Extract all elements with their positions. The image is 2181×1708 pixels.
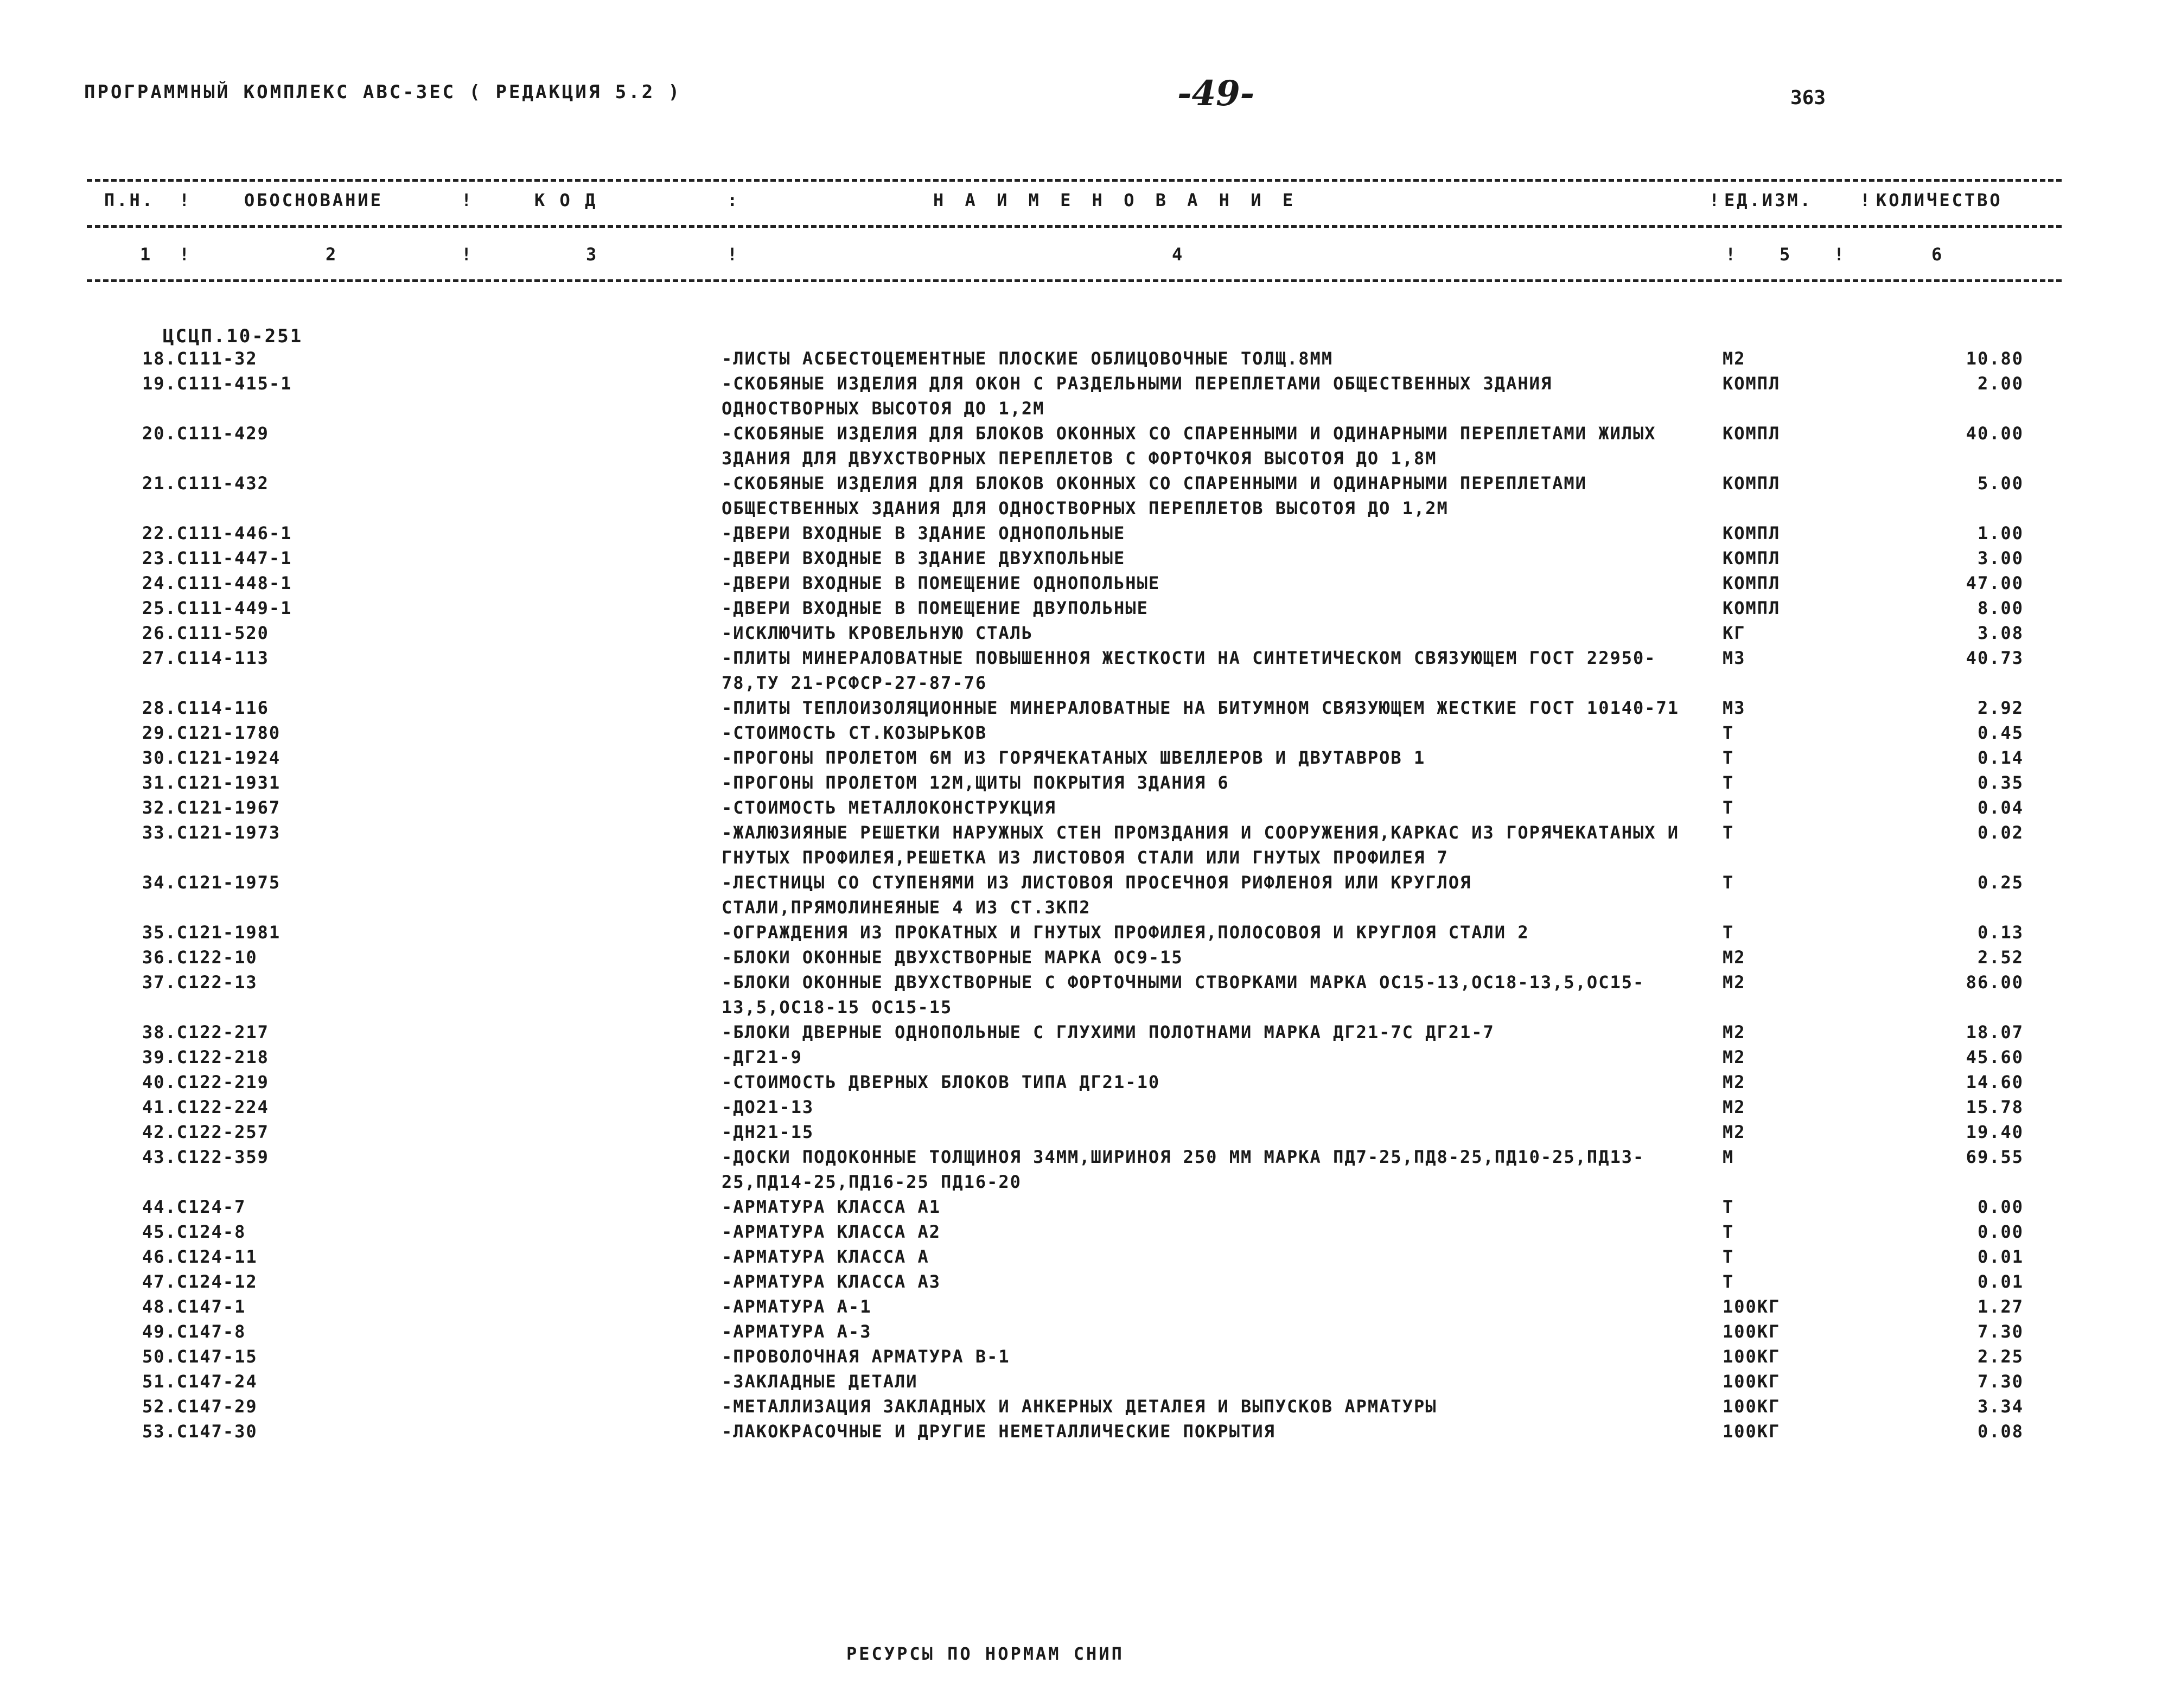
row-item-unit: Т [1723,922,1734,943]
row-item-name: -ДВЕРИ ВХОДНЫЕ В ПОМЕЩЕНИЕ ДВУПОЛЬНЫЕ [722,598,1149,618]
row-item-name: -ИСКЛЮЧИТЬ КРОВЕЛЬНУЮ СТАЛЬ [722,623,1034,643]
row-item-quantity: 86.00 [1966,972,2024,993]
row-item-code: 40.С122-219 [142,1072,269,1092]
row-item-code: 42.С122-257 [142,1122,269,1142]
table-row [0,1419,2181,1444]
row-item-code: 34.С121-1975 [142,872,281,893]
row-item-quantity: 2.92 [1977,698,2024,718]
row-item-code: 51.С147-24 [142,1371,258,1392]
table-top-rule [87,179,2062,182]
table-row [0,1319,2181,1344]
table-row [0,1194,2181,1219]
row-item-name: -БЛОКИ ОКОННЫЕ ДВУХСТВОРНЫЕ С ФОРТОЧНЫМИ СТВОРКАМИ МАРКА ОС15-13,ОС18-13,5,ОС15-13,5,ОС18-15 ОС15-15 [722,972,1645,1018]
row-item-unit: Т [1723,822,1734,843]
row-item-code: 39.С122-218 [142,1047,269,1067]
row-item-unit: КОМПЛ [1723,473,1781,494]
table-row [0,1269,2181,1294]
table-row [0,645,2181,695]
row-item-name: -СТОИМОСТЬ ДВЕРНЫХ БЛОКОВ ТИПА ДГ21-10 [722,1072,1160,1092]
row-item-code: 37.С122-13 [142,972,258,993]
row-item-code: 19.С111-415-1 [142,373,292,394]
footer-caption: РЕСУРСЫ ПО НОРМАМ СНИП [846,1643,1124,1664]
table-row [0,695,2181,720]
row-item-name: -СТОИМОСТЬ МЕТАЛЛОКОНСТРУКЦИЯ [722,797,1056,818]
row-item-quantity: 40.73 [1966,648,2024,668]
column-separator: ! [461,190,474,210]
table-row [0,1045,2181,1070]
row-item-quantity: 3.00 [1977,548,2024,568]
row-item-code: 33.С121-1973 [142,822,281,843]
row-item-name: -ПРОГОНЫ ПРОЛЕТОМ 6М ИЗ ГОРЯЧЕКАТАНЫХ ШВЕЛЛЕРОВ И ДВУТАВРОВ 1 [722,747,1426,768]
row-item-name: -ДВЕРИ ВХОДНЫЕ В ЗДАНИЕ ДВУХПОЛЬНЫЕ [722,548,1126,568]
row-item-name: -АРМАТУРА КЛАССА А [722,1246,929,1267]
row-item-unit: М [1723,1147,1734,1167]
row-item-name: -БЛОКИ ДВЕРНЫЕ ОДНОПОЛЬНЫЕ С ГЛУХИМИ ПОЛОТНАМИ МАРКА ДГ21-7С ДГ21-7 [722,1022,1495,1042]
table-row [0,820,2181,870]
row-item-quantity: 0.45 [1977,722,2024,743]
column-separator: : [727,190,740,210]
row-item-code: 53.С147-30 [142,1421,258,1442]
table-row [0,471,2181,521]
table-row [0,1369,2181,1394]
row-item-unit: М2 [1723,972,1746,993]
table-row [0,745,2181,770]
column-separator: ! [179,190,192,210]
row-item-name: -СКОБЯНЫЕ ИЗДЕЛИЯ ДЛЯ ОКОН С РАЗДЕЛЬНЫМИ ПЕРЕПЛЕТАМИ ОБЩЕСТВЕННЫХ ЗДАНИЯ ОДНОСТВОРНЫХ ВЫСОТОЯ ДО 1,2М [722,373,1564,419]
row-item-unit: Т [1723,797,1734,818]
row-item-quantity: 1.27 [1977,1296,2024,1317]
row-item-quantity: 10.80 [1966,348,2024,369]
column-header-name: Н А И М Е Н О В А Н И Е [933,190,1299,210]
table-row [0,945,2181,970]
table-row [0,1294,2181,1319]
row-item-unit: КОМПЛ [1723,523,1781,543]
row-item-code: 22.С111-446-1 [142,523,292,543]
row-item-code: 35.С121-1981 [142,922,281,943]
table-row [0,1344,2181,1369]
row-item-quantity: 3.08 [1977,623,2024,643]
page-number: 363 [1790,87,1826,109]
row-item-name: -АРМАТУРА КЛАССА А1 [722,1197,941,1217]
row-item-code: 41.С122-224 [142,1097,269,1117]
row-item-unit: М2 [1723,348,1746,369]
row-item-quantity: 69.55 [1966,1147,2024,1167]
column-separator: ! [1709,190,1722,210]
row-item-quantity: 0.04 [1977,797,2024,818]
row-item-code: 24.С111-448-1 [142,573,292,593]
table-row [0,1394,2181,1419]
row-item-quantity: 0.01 [1977,1246,2024,1267]
row-item-unit: 100КГ [1723,1421,1781,1442]
table-row [0,596,2181,620]
row-item-quantity: 8.00 [1977,598,2024,618]
column-number-5: 5 [1780,244,1793,265]
column-header-unit: ЕД.ИЗМ. [1724,190,1813,210]
row-item-name: -ЛИСТЫ АСБЕСТОЦЕМЕНТНЫЕ ПЛОСКИЕ ОБЛИЦОВОЧНЫЕ ТОЛЩ.8ММ [722,348,1334,369]
row-item-unit: Т [1723,1246,1734,1267]
column-number-6: 6 [1931,244,1944,265]
row-item-unit: 100КГ [1723,1346,1781,1367]
numbering-divider-rule [87,279,2062,282]
table-row [0,571,2181,596]
row-item-code: 20.С111-429 [142,423,269,444]
row-item-code: 52.С147-29 [142,1396,258,1417]
table-row [0,1144,2181,1194]
row-item-quantity: 0.02 [1977,822,2024,843]
row-item-quantity: 7.30 [1977,1371,2024,1392]
row-item-code: 38.С122-217 [142,1022,269,1042]
column-number-3: 3 [586,244,599,265]
row-item-quantity: 0.00 [1977,1197,2024,1217]
row-item-name: -ЛАКОКРАСОЧНЫЕ И ДРУГИЕ НЕМЕТАЛЛИЧЕСКИЕ ПОКРЫТИЯ [722,1421,1276,1442]
row-item-quantity: 18.07 [1966,1022,2024,1042]
row-item-code: 43.С122-359 [142,1147,269,1167]
column-header-code: К О Д [534,190,598,210]
row-item-quantity: 40.00 [1966,423,2024,444]
table-row [0,620,2181,645]
reference-group-label: ЦСЦП.10-251 [163,325,303,347]
row-item-name: -ПРОВОЛОЧНАЯ АРМАТУРА В-1 [722,1346,1010,1367]
row-item-code: 18.С111-32 [142,348,258,369]
column-number-4: 4 [1172,244,1185,265]
row-item-quantity: 0.35 [1977,772,2024,793]
row-item-name: -СКОБЯНЫЕ ИЗДЕЛИЯ ДЛЯ БЛОКОВ ОКОННЫХ СО СПАРЕННЫМИ И ОДИНАРНЫМИ ПЕРЕПЛЕТАМИ ЖИЛЫХ ЗДАНИЯ ДЛЯ ДВУХСТВОРНЫХ ПЕРЕПЛЕТОВ С ФОРТОЧКОЯ ВЫСОТОЯ ДО 1,8М [722,423,1668,469]
row-item-unit: КОМПЛ [1723,598,1781,618]
header-divider-rule [87,225,2062,228]
row-item-unit: Т [1723,1197,1734,1217]
row-item-code: 46.С124-11 [142,1246,258,1267]
row-item-unit: КОМПЛ [1723,548,1781,568]
row-item-code: 32.С121-1967 [142,797,281,818]
row-item-unit: 100КГ [1723,1396,1781,1417]
row-item-unit: М2 [1723,947,1746,968]
row-item-name: -АРМАТУРА А-3 [722,1321,872,1342]
row-item-quantity: 0.00 [1977,1221,2024,1242]
row-item-unit: М2 [1723,1022,1746,1042]
column-separator: ! [179,244,192,265]
row-item-unit: КОМПЛ [1723,423,1781,444]
row-item-code: 48.С147-1 [142,1296,246,1317]
row-item-quantity: 15.78 [1966,1097,2024,1117]
row-item-quantity: 47.00 [1966,573,2024,593]
table-row [0,1244,2181,1269]
row-item-name: -ПРОГОНЫ ПРОЛЕТОМ 12М,ЩИТЫ ПОКРЫТИЯ ЗДАНИЯ 6 [722,772,1229,793]
table-row [0,920,2181,945]
row-item-quantity: 2.25 [1977,1346,2024,1367]
row-item-name: -БЛОКИ ОКОННЫЕ ДВУХСТВОРНЫЕ МАРКА ОС9-15 [722,947,1183,968]
table-row [0,546,2181,571]
row-item-code: 21.С111-432 [142,473,269,494]
row-item-unit: Т [1723,1221,1734,1242]
row-item-unit: 100КГ [1723,1321,1781,1342]
table-row [0,421,2181,471]
row-item-unit: М2 [1723,1097,1746,1117]
column-header-qty: КОЛИЧЕСТВО [1876,190,2003,210]
row-item-unit: КОМПЛ [1723,573,1781,593]
row-item-unit: 100КГ [1723,1296,1781,1317]
column-number-1: 1 [140,244,153,265]
row-item-unit: М2 [1723,1047,1746,1067]
row-item-unit: Т [1723,872,1734,893]
row-item-quantity: 14.60 [1966,1072,2024,1092]
row-item-code: 25.С111-449-1 [142,598,292,618]
row-item-quantity: 0.01 [1977,1271,2024,1292]
row-item-name: -ЖАЛЮЗИЯНЫЕ РЕШЕТКИ НАРУЖНЫХ СТЕН ПРОМЗДАНИЯ И СООРУЖЕНИЯ,КАРКАС ИЗ ГОРЯЧЕКАТАНЫХ И ГНУТЫХ ПРОФИЛЕЯ,РЕШЕТКА ИЗ ЛИСТОВОЯ СТАЛИ ИЛИ ГНУТЫХ ПРОФИЛЕЯ 7 [722,822,1691,868]
table-body [0,346,2181,1444]
row-item-unit: Т [1723,772,1734,793]
row-item-quantity: 0.25 [1977,872,2024,893]
row-item-code: 50.С147-15 [142,1346,258,1367]
row-item-name: -ДВЕРИ ВХОДНЫЕ В ПОМЕЩЕНИЕ ОДНОПОЛЬНЫЕ [722,573,1160,593]
row-item-name: -ДГ21-9 [722,1047,802,1067]
column-separator: ! [727,244,740,265]
row-item-unit: Т [1723,1271,1734,1292]
row-item-quantity: 2.52 [1977,947,2024,968]
row-item-quantity: 5.00 [1977,473,2024,494]
column-separator: ! [1725,244,1738,265]
table-row [0,970,2181,1020]
row-item-unit: М3 [1723,698,1746,718]
row-item-code: 45.С124-8 [142,1221,246,1242]
row-item-name: -СТОИМОСТЬ СТ.КОЗЫРЬКОВ [722,722,987,743]
row-item-quantity: 0.08 [1977,1421,2024,1442]
row-item-name: -ЛЕСТНИЦЫ СО СТУПЕНЯМИ ИЗ ЛИСТОВОЯ ПРОСЕЧНОЯ РИФЛЕНОЯ ИЛИ КРУГЛОЯ СТАЛИ,ПРЯМОЛИНЕЯНЫЕ 4 ИЗ СТ.3КП2 [722,872,1483,918]
row-item-quantity: 7.30 [1977,1321,2024,1342]
row-item-code: 47.С124-12 [142,1271,258,1292]
row-item-unit: М2 [1723,1072,1746,1092]
row-item-name: -ЗАКЛАДНЫЕ ДЕТАЛИ [722,1371,918,1392]
row-item-code: 27.С114-113 [142,648,269,668]
row-item-unit: КОМПЛ [1723,373,1781,394]
row-item-quantity: 3.34 [1977,1396,2024,1417]
row-item-name: -ДВЕРИ ВХОДНЫЕ В ЗДАНИЕ ОДНОПОЛЬНЫЕ [722,523,1126,543]
column-number-2: 2 [326,244,339,265]
column-header-basis: ОБОСНОВАНИЕ [244,190,383,210]
row-item-name: -МЕТАЛЛИЗАЦИЯ ЗАКЛАДНЫХ И АНКЕРНЫХ ДЕТАЛЕЯ И ВЫПУСКОВ АРМАТУРЫ [722,1396,1437,1417]
program-title: ПРОГРАММНЫЙ КОМПЛЕКС АВС-ЗЕС ( РЕДАКЦИЯ 5.2 ) [84,81,682,103]
row-item-name: -ОГРАЖДЕНИЯ ИЗ ПРОКАТНЫХ И ГНУТЫХ ПРОФИЛЕЯ,ПОЛОСОВОЯ И КРУГЛОЯ СТАЛИ 2 [722,922,1529,943]
table-row [0,521,2181,546]
row-item-name: -АРМАТУРА КЛАССА А3 [722,1271,941,1292]
column-header-pn: П.Н. [104,190,155,210]
row-item-unit: 100КГ [1723,1371,1781,1392]
row-item-unit: Т [1723,747,1734,768]
row-item-name: -АРМАТУРА А-1 [722,1296,872,1317]
table-row [0,795,2181,820]
row-item-code: 28.С114-116 [142,698,269,718]
row-item-name: -ПЛИТЫ МИНЕРАЛОВАТНЫЕ ПОВЫШЕННОЯ ЖЕСТКОСТИ НА СИНТЕТИЧЕСКОМ СВЯЗУЮЩЕМ ГОСТ 22950-78,ТУ 21-РСФСР-27-87-76 [722,648,1656,693]
table-row [0,1020,2181,1045]
row-item-quantity: 2.00 [1977,373,2024,394]
table-row [0,720,2181,745]
row-item-unit: КГ [1723,623,1746,643]
row-item-name: -АРМАТУРА КЛАССА А2 [722,1221,941,1242]
table-row [0,870,2181,920]
row-item-code: 23.С111-447-1 [142,548,292,568]
row-item-name: -ДО21-13 [722,1097,814,1117]
column-separator: ! [1834,244,1847,265]
column-separator: ! [1860,190,1873,210]
row-item-quantity: 45.60 [1966,1047,2024,1067]
row-item-code: 49.С147-8 [142,1321,246,1342]
row-item-quantity: 0.13 [1977,922,2024,943]
row-item-name: -ДОСКИ ПОДОКОННЫЕ ТОЛЩИНОЯ 34ММ,ШИРИНОЯ 250 ММ МАРКА ПД7-25,ПД8-25,ПД10-25,ПД13-25,ПД14-25,ПД16-25 ПД16-20 [722,1147,1645,1192]
table-row [0,770,2181,795]
row-item-code: 26.С111-520 [142,623,269,643]
row-item-code: 36.С122-10 [142,947,258,968]
table-row [0,1095,2181,1120]
row-item-code: 29.С121-1780 [142,722,281,743]
row-item-unit: М2 [1723,1122,1746,1142]
column-separator: ! [461,244,474,265]
row-item-code: 44.С124-7 [142,1197,246,1217]
table-row [0,1070,2181,1095]
row-item-quantity: 19.40 [1966,1122,2024,1142]
row-item-code: 31.С121-1931 [142,772,281,793]
row-item-name: -ПЛИТЫ ТЕПЛОИЗОЛЯЦИОННЫЕ МИНЕРАЛОВАТНЫЕ НА БИТУМНОМ СВЯЗУЮЩЕМ ЖЕСТКИЕ ГОСТ 10140-71 [722,698,1680,718]
table-row [0,346,2181,371]
row-item-name: -ДН21-15 [722,1122,814,1142]
handwritten-page-mark: -49- [1177,73,1255,114]
table-row [0,1219,2181,1244]
row-item-quantity: 1.00 [1977,523,2024,543]
row-item-unit: М3 [1723,648,1746,668]
table-row [0,1120,2181,1144]
row-item-code: 30.С121-1924 [142,747,281,768]
row-item-unit: Т [1723,722,1734,743]
table-row [0,371,2181,421]
row-item-name: -СКОБЯНЫЕ ИЗДЕЛИЯ ДЛЯ БЛОКОВ ОКОННЫХ СО СПАРЕННЫМИ И ОДИНАРНЫМИ ПЕРЕПЛЕТАМИ ОБЩЕСТВЕННЫХ ЗДАНИЯ ДЛЯ ОДНОСТВОРНЫХ ПЕРЕПЛЕТОВ ВЫСОТОЯ ДО 1,2М [722,473,1599,519]
row-item-quantity: 0.14 [1977,747,2024,768]
